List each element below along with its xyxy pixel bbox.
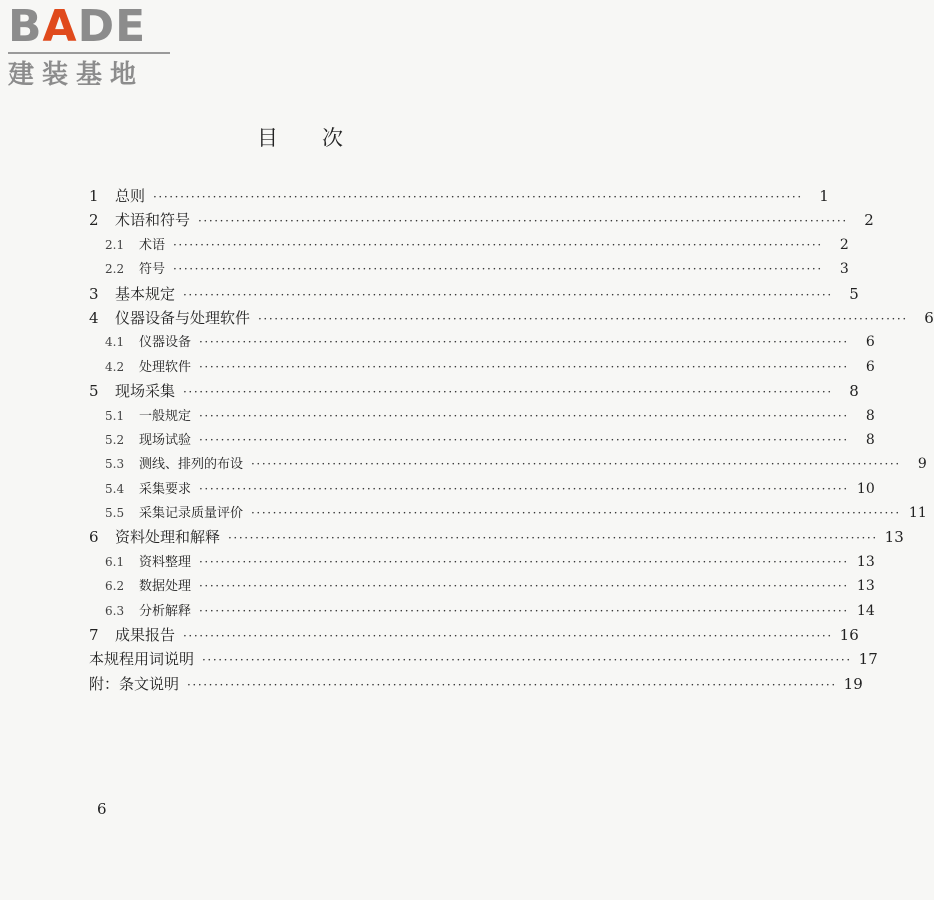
toc-leader-dots: ························································································································ [173, 237, 823, 252]
bade-logo [8, 1, 178, 90]
toc-entry-title: 仪器设备与处理软件 [115, 308, 251, 327]
toc-entry-page: 13 [884, 528, 904, 547]
toc-leader-dots: ························································································································ [153, 190, 803, 204]
toc-entry-title: 资料整理 [139, 554, 192, 570]
toc-leader-dots: ························································································································ [202, 653, 852, 668]
toc-entry-number: 5.5 [105, 506, 125, 521]
toc-entry-number: 3 [89, 284, 99, 303]
toc-leader-dots: ························································································································ [199, 603, 849, 618]
toc-entry-page: 19 [843, 674, 863, 693]
toc-entry-title: 分析解释 [139, 603, 192, 619]
page-number: 6 [97, 800, 107, 818]
toc-leader-dots: ························································································································ [187, 677, 837, 692]
toc-leader-dots: ························································································································ [199, 554, 849, 569]
toc-leader-dots: ························································································································ [199, 481, 849, 496]
toc-entry-title: 采集要求 [139, 481, 192, 497]
toc-entry[interactable] [89, 331, 875, 355]
toc-entry-number: 5.4 [105, 481, 125, 496]
toc-entry-page: 2 [839, 236, 849, 253]
toc-entry-title: 处理软件 [139, 359, 192, 375]
toc-entry[interactable] [89, 453, 927, 477]
toc-entry-number: 4.1 [105, 335, 125, 350]
toc-entry[interactable] [89, 405, 875, 429]
toc-entry-page: 8 [865, 407, 875, 424]
logo-subtitle: 建装基地 [8, 60, 145, 90]
toc-entry[interactable] [89, 209, 874, 233]
toc-entry-number: 2.1 [105, 237, 125, 252]
toc-entry[interactable] [89, 429, 875, 453]
toc-leader-dots: ························································································································ [258, 311, 908, 326]
toc-entry[interactable] [89, 258, 849, 282]
logo-divider [8, 52, 170, 54]
toc-entry-title: 基本规定 [115, 284, 176, 303]
toc-entry-number: 5.3 [105, 457, 125, 472]
toc-entry[interactable] [89, 502, 927, 526]
toc-leader-dots: ························································································································ [199, 335, 849, 350]
logo-letters-prefix: B [8, 1, 43, 52]
toc-leader-dots: ························································································································ [199, 359, 849, 374]
toc-entry-title: 一般规定 [139, 408, 192, 424]
toc-entry[interactable] [89, 185, 829, 209]
toc-entry[interactable] [89, 478, 875, 502]
toc-entry[interactable] [89, 307, 934, 331]
toc-entry-title: 仪器设备 [139, 335, 192, 351]
toc-leader-dots: ························································································································ [199, 408, 849, 423]
toc-entry-page: 17 [858, 650, 878, 669]
toc-entry-page: 9 [917, 456, 927, 473]
toc-entry[interactable] [89, 600, 875, 624]
toc-entry[interactable] [89, 356, 875, 380]
toc-leader-dots: ························································································································ [173, 262, 823, 277]
toc-entry-number: 2.2 [105, 262, 125, 277]
toc-entry-number: 5.1 [105, 408, 125, 423]
toc-entry-title: 现场采集 [115, 382, 176, 401]
toc-entry[interactable] [89, 234, 849, 258]
toc-entry-title: 现场试验 [139, 432, 192, 448]
toc-leader-dots: ························································································································ [198, 214, 848, 229]
toc-entry-page: 8 [865, 431, 875, 448]
toc-entry-page: 6 [924, 308, 934, 327]
toc-entry-page: 14 [856, 602, 875, 619]
page-title: 目次 [257, 126, 387, 150]
logo-letter-accent: A [42, 1, 78, 52]
logo-wordmark [8, 1, 178, 52]
toc-entry-page: 11 [908, 505, 927, 522]
toc-entry[interactable] [89, 673, 863, 697]
logo-letters-suffix: DE [77, 1, 147, 52]
toc-entry-page: 1 [819, 187, 829, 205]
toc-leader-dots: ························································································································ [228, 531, 878, 546]
toc-entry-number: 6 [89, 528, 99, 547]
toc-entry-page: 5 [849, 284, 859, 303]
toc-entry[interactable] [89, 380, 859, 404]
toc-entry-title: 资料处理和解释 [115, 528, 221, 547]
toc-entry-title: 本规程用词说明 [89, 650, 195, 669]
toc-leader-dots: ························································································································ [199, 432, 849, 447]
toc-entry-number: 4 [89, 308, 99, 327]
toc-entry-title: 术语 [139, 237, 166, 253]
table-of-contents [89, 185, 934, 697]
toc-entry-page: 13 [856, 578, 875, 595]
toc-entry-title: 总则 [115, 187, 146, 205]
toc-entry-page: 6 [865, 358, 875, 375]
toc-entry-number: 6.1 [105, 554, 125, 569]
toc-entry-number: 5.2 [105, 432, 125, 447]
toc-leader-dots: ························································································································ [251, 506, 901, 521]
toc-entry-page: 3 [839, 261, 849, 278]
toc-leader-dots: ························································································································ [183, 287, 833, 302]
toc-entry[interactable] [89, 624, 859, 648]
toc-entry-number: 7 [89, 626, 99, 645]
toc-entry-title: 数据处理 [139, 579, 192, 595]
toc-leader-dots: ························································································································ [183, 629, 833, 644]
toc-entry[interactable] [89, 526, 904, 550]
toc-entry-title: 附：条文说明 [89, 674, 180, 693]
toc-entry-number: 5 [89, 382, 99, 401]
toc-entry-title: 采集记录质量评价 [139, 506, 244, 522]
toc-entry-number: 4.2 [105, 359, 125, 374]
toc-entry-number: 2 [89, 211, 99, 230]
toc-entry-title: 符号 [139, 262, 166, 278]
toc-entry[interactable] [89, 575, 875, 599]
toc-entry-number: 6.3 [105, 603, 125, 618]
toc-entry-page: 8 [849, 382, 859, 401]
toc-entry-title: 测线、排列的布设 [139, 457, 244, 473]
toc-entry-page: 6 [865, 334, 875, 351]
toc-entry-page: 16 [839, 626, 859, 645]
toc-entry-number: 6.2 [105, 579, 125, 594]
toc-entry-page: 13 [856, 553, 875, 570]
toc-entry-number: 1 [89, 187, 99, 205]
toc-entry[interactable] [89, 648, 878, 672]
toc-entry-title: 术语和符号 [115, 211, 191, 230]
toc-entry[interactable] [89, 283, 859, 307]
toc-entry-title: 成果报告 [115, 626, 176, 645]
toc-leader-dots: ························································································································ [199, 579, 849, 594]
toc-entry[interactable] [89, 551, 875, 575]
toc-entry-page: 10 [856, 480, 875, 497]
toc-leader-dots: ························································································································ [251, 457, 901, 472]
toc-entry-page: 2 [864, 211, 874, 230]
toc-leader-dots: ························································································································ [183, 385, 833, 400]
